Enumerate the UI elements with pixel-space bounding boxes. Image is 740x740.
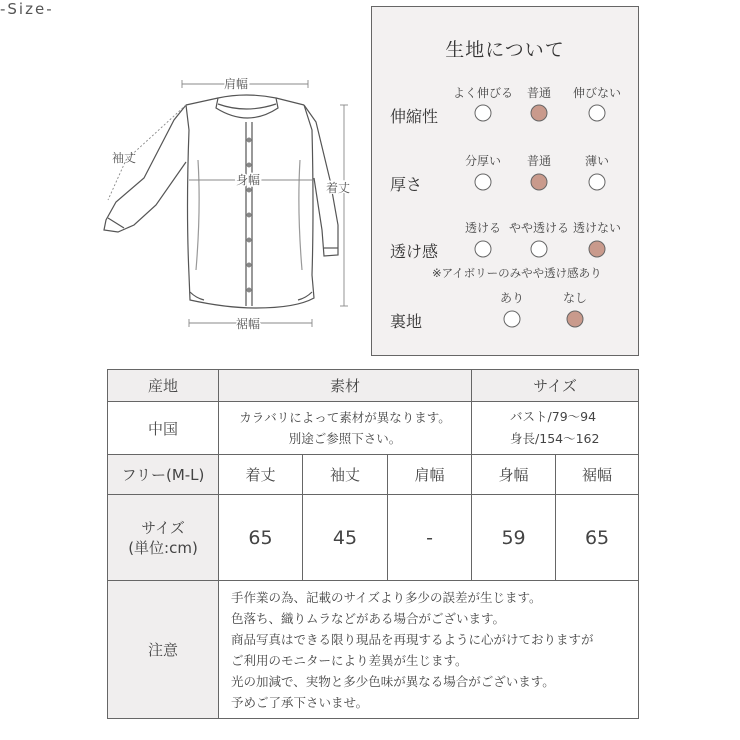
sheerness-option-sheer: 透ける <box>464 221 502 235</box>
spec-table <box>107 369 639 719</box>
origin-value: 中国 <box>108 402 219 455</box>
notes-label: 注意 <box>108 581 219 719</box>
measure-header-body: 身幅 <box>472 455 556 495</box>
bust-spec: バスト/79～94 <box>510 409 597 424</box>
material-header: 素材 <box>219 370 472 402</box>
stretch-radio-normal <box>531 105 548 122</box>
material-line: 別途ご参照下さい。 <box>288 431 402 446</box>
sheerness-radio-none <box>589 241 606 258</box>
size-header: サイズ <box>472 370 639 402</box>
note-line: 商品写真はできる限り現品を再現するように心がけておりますが <box>231 631 594 647</box>
thickness-label: 厚さ <box>390 175 423 194</box>
stretch-radio-none <box>589 105 606 122</box>
stretch-radio-high <box>475 105 492 122</box>
note-line: ご利用のモニターにより差異が生じます。 <box>231 652 468 668</box>
sheerness-option-none: 透けない <box>572 221 622 235</box>
size-title: -Size- <box>0 0 54 18</box>
note-line: 手作業の為、記載のサイズより多少の誤差が生じます。 <box>231 589 542 605</box>
measure-value-hem: 65 <box>556 495 639 581</box>
sheerness-radio-sheer <box>475 241 492 258</box>
height-spec: 身長/154～162 <box>510 431 600 446</box>
measure-header-sleeve: 袖丈 <box>303 455 388 495</box>
size-spec-value <box>472 402 639 455</box>
measure-header-shoulder: 肩幅 <box>388 455 472 495</box>
thickness-radio-thin <box>589 174 606 191</box>
fabric-title: 生地について <box>445 39 565 61</box>
sheerness-option-slightly: やや透ける <box>508 221 570 235</box>
note-line: 色落ち、織りムラなどがある場合がございます。 <box>231 610 506 626</box>
shoulder-width-label: 肩幅 <box>223 77 249 91</box>
lining-option-no: なし <box>562 291 588 305</box>
lining-option-yes: あり <box>499 291 525 305</box>
size-unit: (単位:cm) <box>128 538 198 557</box>
thickness-radio-normal <box>531 174 548 191</box>
origin-header: 産地 <box>108 370 219 402</box>
sheerness-radio-slightly <box>531 241 548 258</box>
measure-value-sleeve: 45 <box>303 495 388 581</box>
measure-value-body: 59 <box>472 495 556 581</box>
stretch-option-normal: 普通 <box>526 86 552 100</box>
thickness-option-thin: 薄い <box>584 154 610 168</box>
sheerness-note: ※アイボリーのみやや透け感あり <box>432 266 602 280</box>
thickness-option-thick: 分厚い <box>464 154 502 168</box>
body-width-label: 身幅 <box>235 173 261 187</box>
fabric-info-panel <box>371 6 639 356</box>
material-line: カラバリによって素材が異なります。 <box>239 410 451 425</box>
lining-label: 裏地 <box>390 312 423 331</box>
stretch-option-none: 伸びない <box>572 86 622 100</box>
lining-radio-yes <box>504 311 521 328</box>
measure-value-shoulder: - <box>388 495 472 581</box>
measure-header-length: 着丈 <box>219 455 303 495</box>
hem-width-label: 裾幅 <box>235 317 261 331</box>
stretch-label: 伸縮性 <box>390 107 439 126</box>
measure-header-hem: 裾幅 <box>556 455 639 495</box>
shirt-diagram <box>86 60 372 350</box>
thickness-radio-thick <box>475 174 492 191</box>
note-line: 予めご了承下さいませ。 <box>231 694 369 710</box>
sheerness-label: 透け感 <box>390 242 439 261</box>
size-unit-label <box>108 495 219 581</box>
sleeve-length-label: 袖丈 <box>111 151 137 165</box>
note-line: 光の加減で、実物と多少色味が異なる場合がございます。 <box>231 673 555 689</box>
total-length-label: 着丈 <box>325 181 351 195</box>
material-value <box>219 402 472 455</box>
size-row-label: サイズ <box>141 518 185 537</box>
thickness-option-normal: 普通 <box>526 154 552 168</box>
free-size-label: フリー(M-L) <box>108 455 219 495</box>
lining-radio-no <box>567 311 584 328</box>
notes-text <box>219 581 639 719</box>
measure-value-length: 65 <box>219 495 303 581</box>
stretch-option-high: よく伸びる <box>452 86 514 100</box>
